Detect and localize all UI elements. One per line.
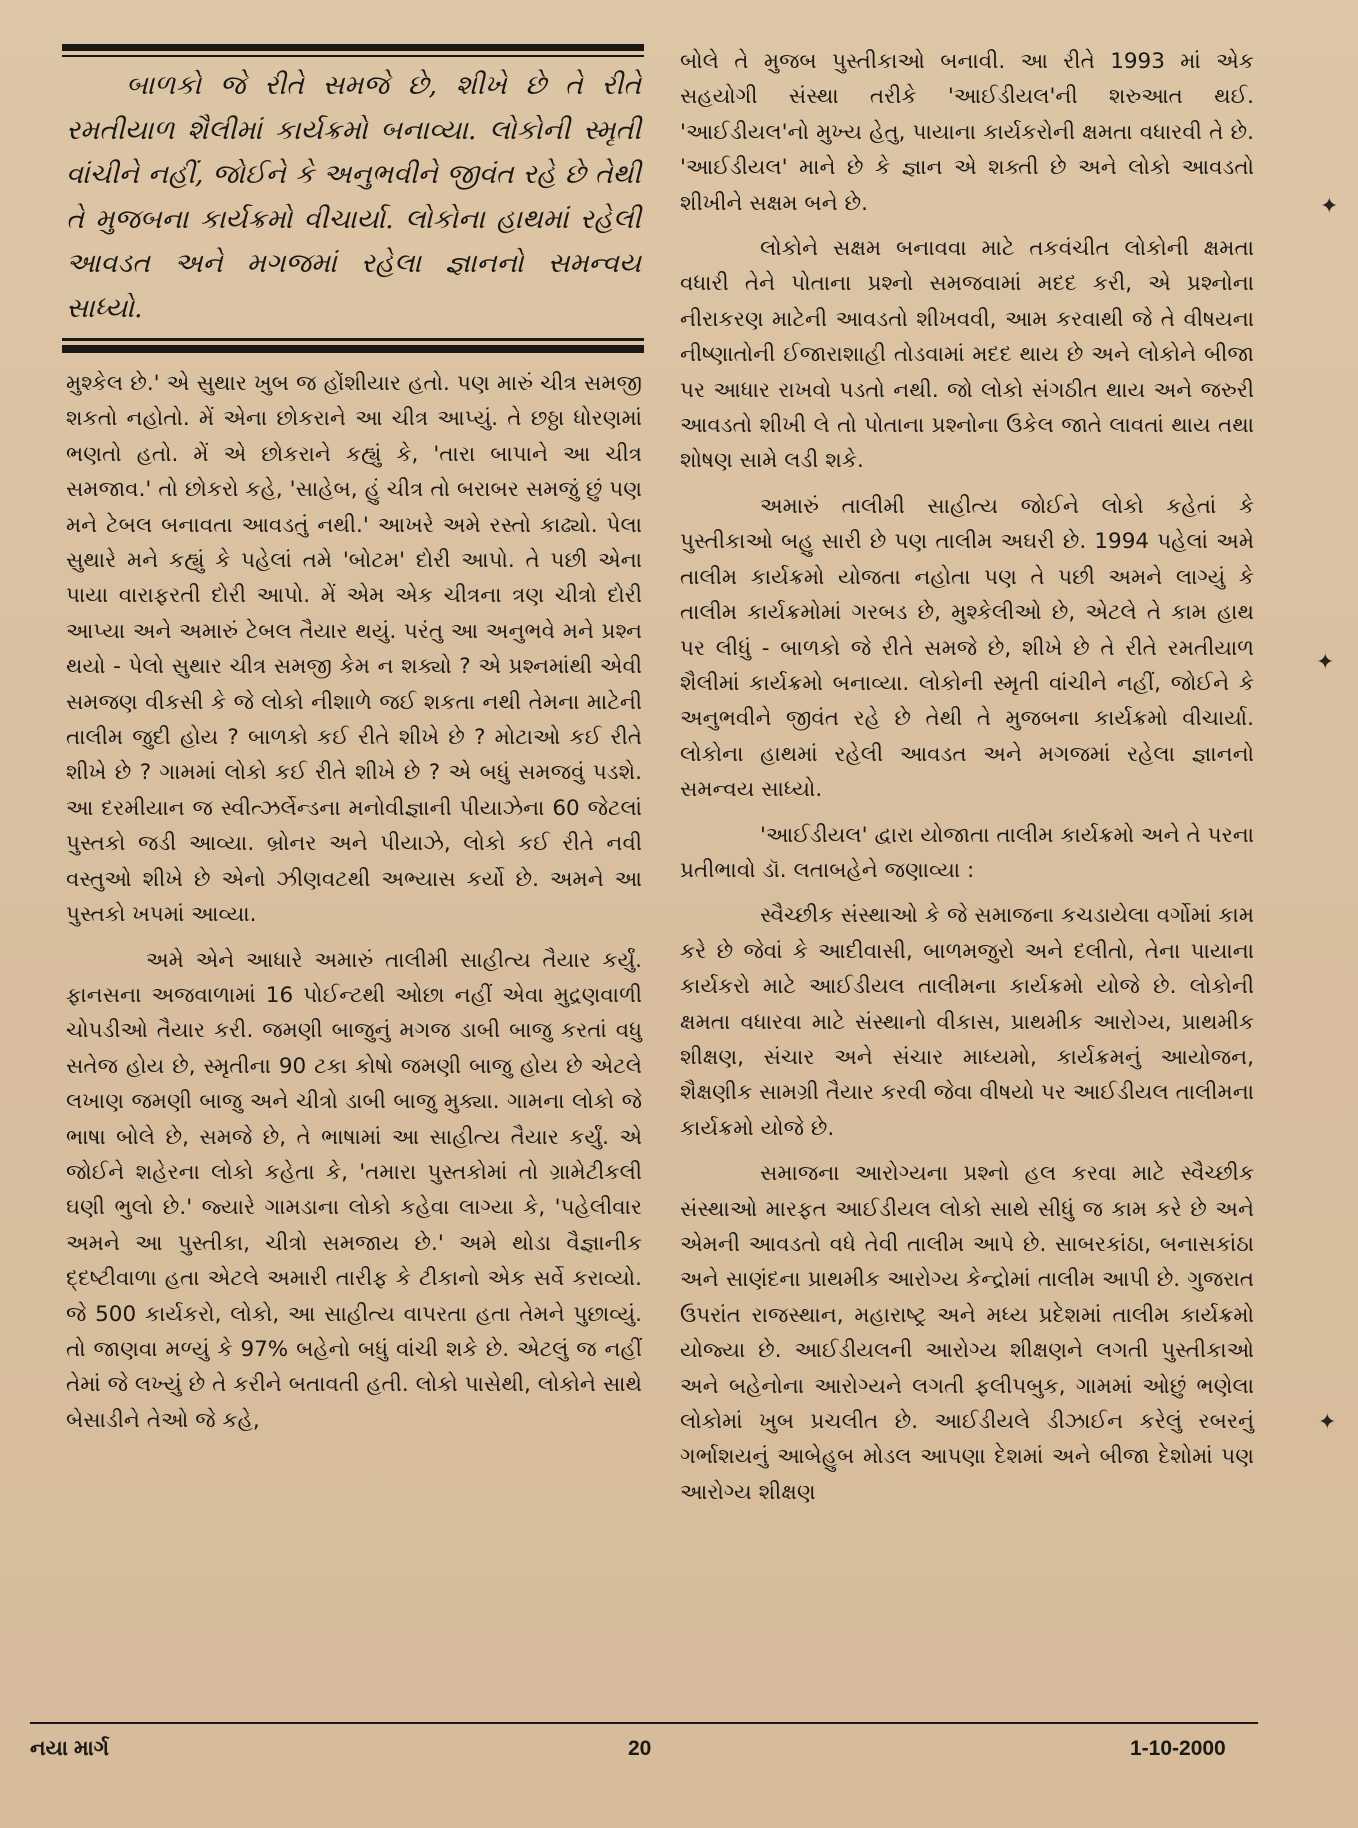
page-number: 20 [628,1737,652,1760]
pull-quote-bottom-rule [62,338,644,341]
left-paragraph-2: અમે એને આધારે અમારું તાલીમી સાહીત્ય તૈયાર કર્યું. ફાનસના અજવાળામાં 16 પોઈન્ટથી ઓછા નહીં એવા મુદ્રણવાળી ચોપડીઓ તૈયાર કરી. જમણી બાજુનું મગજ ડાબી બાજુ કરતાં વધુ સતેજ હોય છે, સ્મૃતીના 90 ટકા કોષો જમણી બાજુ હોય છે એટલે લખાણ જમણી બાજુ અને ચીત્રો ડાબી બાજુ મુક્યા. ગામના લોકો જે ભાષા બોલે છે, સમજે છે, તે ભાષામાં આ સાહીત્ય તૈયાર કર્યું. એ જોઈને શહેરના લોકો કહેતા કે, 'તમારા પુસ્તકોમાં તો ગ્રામેટીકલી ઘણી ભુલો છે.' જ્યારે ગામડાના લોકો કહેવા લાગ્યા કે, 'પહેલીવાર અમને આ પુસ્તીકા, ચીત્રો સમજાય છે.' અમે થોડા વૈજ્ઞાનીક દ્દષ્ટીવાળા હતા એટલે અમારી તારીફ કે ટીકાનો એક સર્વે કરાવ્યો. જે 500 કાર્યકરો, લોકો, આ સાહીત્ય વાપરતા હતા તેમને પુછાવ્યું. તો જાણવા મળ્યું કે 97% બહેનો બધું વાંચી શકે છે. એટલું જ નહીં તેમાં જે લખ્યું છે તે કરીને બતાવતી હતી. લોકો પાસેથી, લોકોને સાથે બેસાડીને તેઓ જે કહે, [66,947,642,1433]
staple-hole-icon: ✦ [1320,194,1339,219]
issue-date: 1-10-2000 [1130,1737,1226,1760]
footer-rule [30,1722,1258,1724]
magazine-name: નયા માર્ગ [30,1737,110,1760]
staple-hole-icon: ✦ [1318,1410,1337,1435]
right-paragraph-4: 'આઈડીયલ' દ્વારા યોજાતા તાલીમ કાર્યક્રમો અને તે પરના પ્રતીભાવો ડૉ. લતાબહેને જણાવ્યા : [680,822,1254,883]
pull-quote-top-rule-thin [62,55,644,57]
right-paragraph-3: અમારું તાલીમી સાહીત્ય જોઈને લોકો કહેતાં કે પુસ્તીકાઓ બહુ સારી છે પણ તાલીમ અઘરી છે. 1994 પહેલાં અમે તાલીમ કાર્યક્રમો યોજતા નહોતા પણ તે પછી અમને લાગ્યું કે તાલીમ કાર્યક્રમોમાં ગરબડ છે, મુશ્કેલીઓ છે, એટલે તે કામ હાથ પર લીધું - બાળકો જે રીતે સમજે છે, શીખે છે તે રીતે રમતીયાળ શૈલીમાં કાર્યક્રમો બનાવ્યા. લોકોની સ્મૃતી વાંચીને નહીં, જોઈને કે અનુભવીને જીવંત રહે છે તેથી તે મુજબના કાર્યક્રમો વીચાર્યા. લોકોના હાથમાં રહેલી આવડત અને મગજમાં રહેલા જ્ઞાનનો સમન્વય સાધ્યો. [680,493,1254,803]
right-paragraph-2: લોકોને સક્ષમ બનાવવા માટે તકવંચીત લોકોની ક્ષમતા વધારી તેને પોતાના પ્રશ્નો સમજવામાં મદદ કરી, એ પ્રશ્નોના નીરાકરણ માટેની આવડતો શીખવવી, આમ કરવાથી જે તે વીષયના નીષ્ણાતોની ઈજારાશાહી તોડવામાં મદદ થાય છે અને લોકોને બીજા પર આધાર રાખવો પડતો નથી. જો લોકો સંગઠીત થાય અને જરુરી આવડતો શીખી લે તો પોતાના પ્રશ્નોના ઉકેલ જાતે લાવતાં થાય તથા શોષણ સામે લડી શકે. [680,236,1254,474]
pull-quote-bottom-rule-thick [62,345,644,353]
left-paragraph-1: મુશ્કેલ છે.' એ સુથાર ખુબ જ હોંશીયાર હતો. પણ મારું ચીત્ર સમજી શકતો નહોતો. મેં એના છોકરાને આ ચીત્ર આપ્યું. તે છઠ્ઠા ધોરણમાં ભણતો હતો. મેં એ છોકરાને કહ્યું કે, 'તારા બાપાને આ ચીત્ર સમજાવ.' તો છોકરો કહે, 'સાહેબ, હું ચીત્ર તો બરાબર સમજું છું પણ મને ટેબલ બનાવતા આવડતું નથી.' આખરે અમે રસ્તો કાઢ્યો. પેલા સુથારે મને કહ્યું કે પહેલાં તમે 'બોટમ' દોરી આપો. તે પછી એના પાયા વારાફરતી દોરી આપો. મેં એમ એક ચીત્રના ત્રણ ચીત્રો દોરી આપ્યા અને અમારું ટેબલ તૈયાર થયું. પરંતુ આ અનુભવે મને પ્રશ્ન થયો - પેલો સુથાર ચીત્ર સમજી કેમ ન શક્યો ? એ પ્રશ્નમાંથી એવી સમજણ વીકસી કે જે લોકો નીશાળે જઈ શકતા નથી તેમના માટેની તાલીમ જુદી હોય ? બાળકો કઈ રીતે શીખે છે ? મોટાઓ કઈ રીતે શીખે છે ? ગામમાં લોકો કઈ રીતે શીખે છે ? એ બધું સમજવું પડશે. આ દરમીયાન જ સ્વીત્ઝર્લેન્ડના મનોવીજ્ઞાની પીયાઝેના 60 જેટલાં પુસ્તકો જડી આવ્યા. બ્રોનર અને પીયાઝે, લોકો કઈ રીતે નવી વસ્તુઓ શીખે છે એનો ઝીણવટથી અભ્યાસ કર્યો છે. અમને આ પુસ્તકો ખપમાં આવ્યા. [66,371,642,928]
right-paragraph-1: બોલે તે મુજબ પુસ્તીકાઓ બનાવી. આ રીતે 1993 માં એક સહયોગી સંસ્થા તરીકે 'આઈડીયલ'ની શરુઆત થઈ. 'આઈડીયલ'નો મુખ્ય હેતુ, પાયાના કાર્યકરોની ક્ષમતા વધારવી તે છે. 'આઈડીયલ' માને છે કે જ્ઞાન એ શક્તી છે અને લોકો આવડતો શીખીને સક્ષમ બને છે. [680,49,1254,216]
staple-hole-icon: ✦ [1316,650,1335,675]
pull-quote-top-rule [62,44,644,51]
right-paragraph-5: સ્વૈચ્છીક સંસ્થાઓ કે જે સમાજના કચડાયેલા વર્ગોમાં કામ કરે છે જેવાં કે આદીવાસી, બાળમજુરો અને દલીતો, તેના પાયાના કાર્યકરો માટે આઈડીયલ તાલીમના કાર્યક્રમો યોજે છે. લોકોની ક્ષમતા વધારવા માટે સંસ્થાનો વીકાસ, પ્રાથમીક આરોગ્ય, પ્રાથમીક શીક્ષણ, સંચાર અને સંચાર માધ્યમો, કાર્યક્રમનું આયોજન, શૈક્ષણીક સામગ્રી તૈયાર કરવી જેવા વીષયો પર આઈડીયલ તાલીમના કાર્યક્રમો યોજે છે. [680,903,1254,1141]
left-column [66,366,642,1448]
pull-quote: બાળકો જે રીતે સમજે છે, શીખે છે તે રીતે રમતીયાળ શૈલીમાં કાર્યક્રમો બનાવ્યા. લોકોની સ્મૃતી વાંચીને નહીં, જોઈને કે અનુભવીને જીવંત રહે છે તેથી તે મુજબના કાર્યક્રમો વીચાર્યા. લોકોના હાથમાં રહેલી આવડત અને મગજમાં રહેલા જ્ઞાનનો સમન્વય સાધ્યો. [66,70,641,324]
right-paragraph-6: સમાજના આરોગ્યના પ્રશ્નો હલ કરવા માટે સ્વૈચ્છીક સંસ્થાઓ મારફત આઈડીયલ લોકો સાથે સીધું જ કામ કરે છે અને એમની આવડતો વધે તેવી તાલીમ આપે છે. સાબરકાંઠા, બનાસકાંઠા અને સાણંદના પ્રાથમીક આરોગ્ય કેન્દ્રોમાં તાલીમ આપી છે. ગુજરાત ઉપરાંત રાજસ્થાન, મહારાષ્ટ્ર અને મધ્ય પ્રદેશમાં તાલીમ કાર્યક્રમો યોજ્યા છે. આઈડીયલની આરોગ્ય શીક્ષણને લગતી પુસ્તીકાઓ અને બહેનોના આરોગ્યને લગતી ફલીપબુક, ગામમાં ઓછું ભણેલા લોકોમાં ખુબ પ્રચલીત છે. આઈડીયલે ડીઝાઈન કરેલું રબરનું ગર્ભાશયનું આબેહુબ મોડલ આપણા દેશમાં અને બીજા દેશોમાં પણ આરોગ્ય શીક્ષણ [680,1161,1254,1505]
right-column [680,44,1254,1520]
